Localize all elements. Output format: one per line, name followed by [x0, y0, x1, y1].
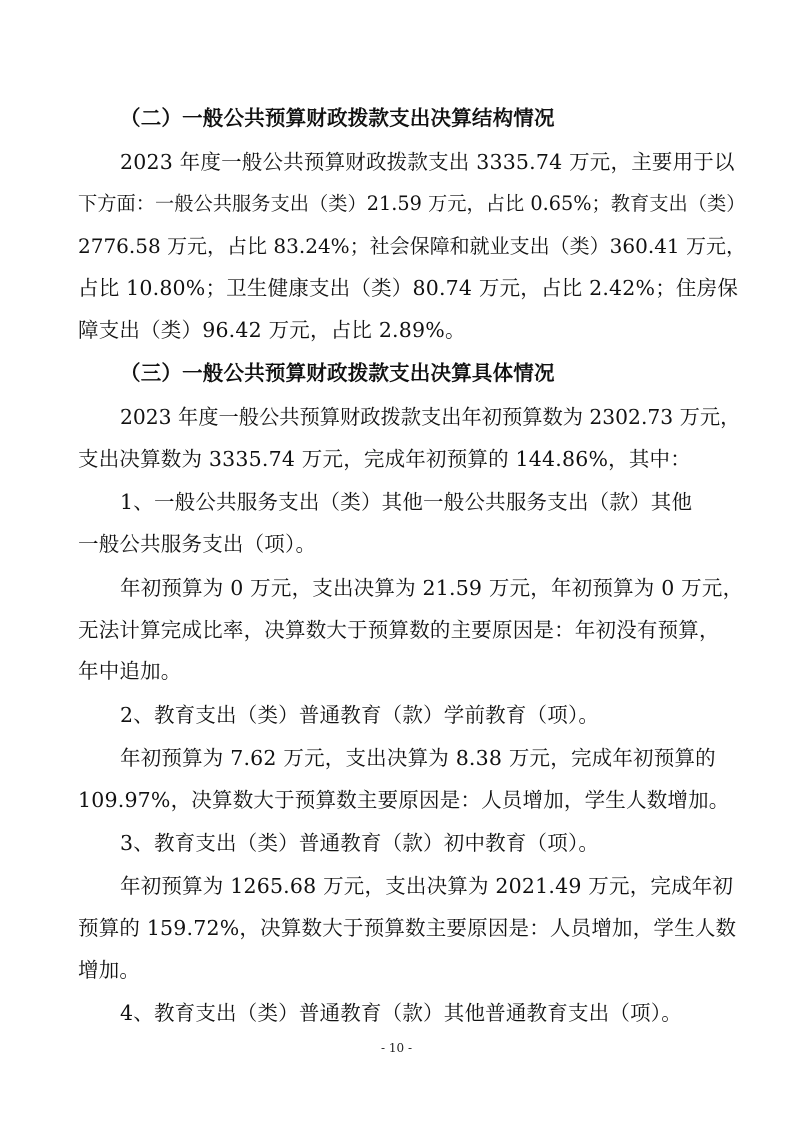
paragraph-line: 障支出（类）96.42 万元，占比 2.89%。: [78, 318, 466, 342]
paragraph-line: 2023 年度一般公共预算财政拨款支出 3335.74 万元，主要用于以: [120, 150, 735, 174]
item-1-title: 一般公共服务支出（项）。: [78, 532, 317, 556]
item-3-title: 3、教育支出（类）普通教育（款）初中教育（项）。: [120, 831, 600, 855]
paragraph-line: 增加。: [78, 958, 141, 982]
paragraph-line: 支出决算数为 3335.74 万元，完成年初预算的 144.86%，其中：: [78, 447, 691, 471]
item-1-title: 1、一般公共服务支出（类）其他一般公共服务支出（款）其他: [120, 490, 693, 514]
paragraph-line: 占比 10.80%；卫生健康支出（类）80.74 万元，占比 2.42%；住房保: [78, 276, 739, 300]
item-4-title: 4、教育支出（类）普通教育（款）其他普通教育支出（项）。: [120, 1001, 682, 1025]
paragraph-line: 2776.58 万元，占比 83.24%；社会保障和就业支出（类）360.41 万元，: [78, 234, 747, 258]
section-heading-structure: （二）一般公共预算财政拨款支出决算结构情况: [120, 106, 555, 130]
paragraph-line: 年初预算为 0 万元，支出决算为 21.59 万元，年初预算为 0 万元，: [120, 576, 744, 600]
paragraph-line: 2023 年度一般公共预算财政拨款支出年初预算数为 2302.73 万元，: [120, 405, 741, 429]
section-heading-detail: （三）一般公共预算财政拨款支出决算具体情况: [120, 361, 555, 385]
item-2-title: 2、教育支出（类）普通教育（款）学前教育（项）。: [120, 703, 600, 727]
paragraph-line: 下方面：一般公共服务支出（类）21.59 万元，占比 0.65%；教育支出（类）: [78, 192, 746, 215]
page-number: - 10 -: [380, 1041, 412, 1055]
paragraph-line: 年初预算为 7.62 万元，支出决算为 8.38 万元，完成年初预算的: [120, 746, 716, 770]
paragraph-line: 预算的 159.72%，决算数大于预算数主要原因是：人员增加，学生人数: [78, 916, 737, 940]
paragraph-line: 109.97%，决算数大于预算数主要原因是：人员增加，学生人数增加。: [78, 788, 730, 812]
paragraph-line: 年中追加。: [78, 659, 182, 683]
paragraph-line: 年初预算为 1265.68 万元，支出决算为 2021.49 万元，完成年初: [120, 874, 734, 898]
paragraph-line: 无法计算完成比率，决算数大于预算数的主要原因是：年初没有预算，: [78, 618, 720, 642]
